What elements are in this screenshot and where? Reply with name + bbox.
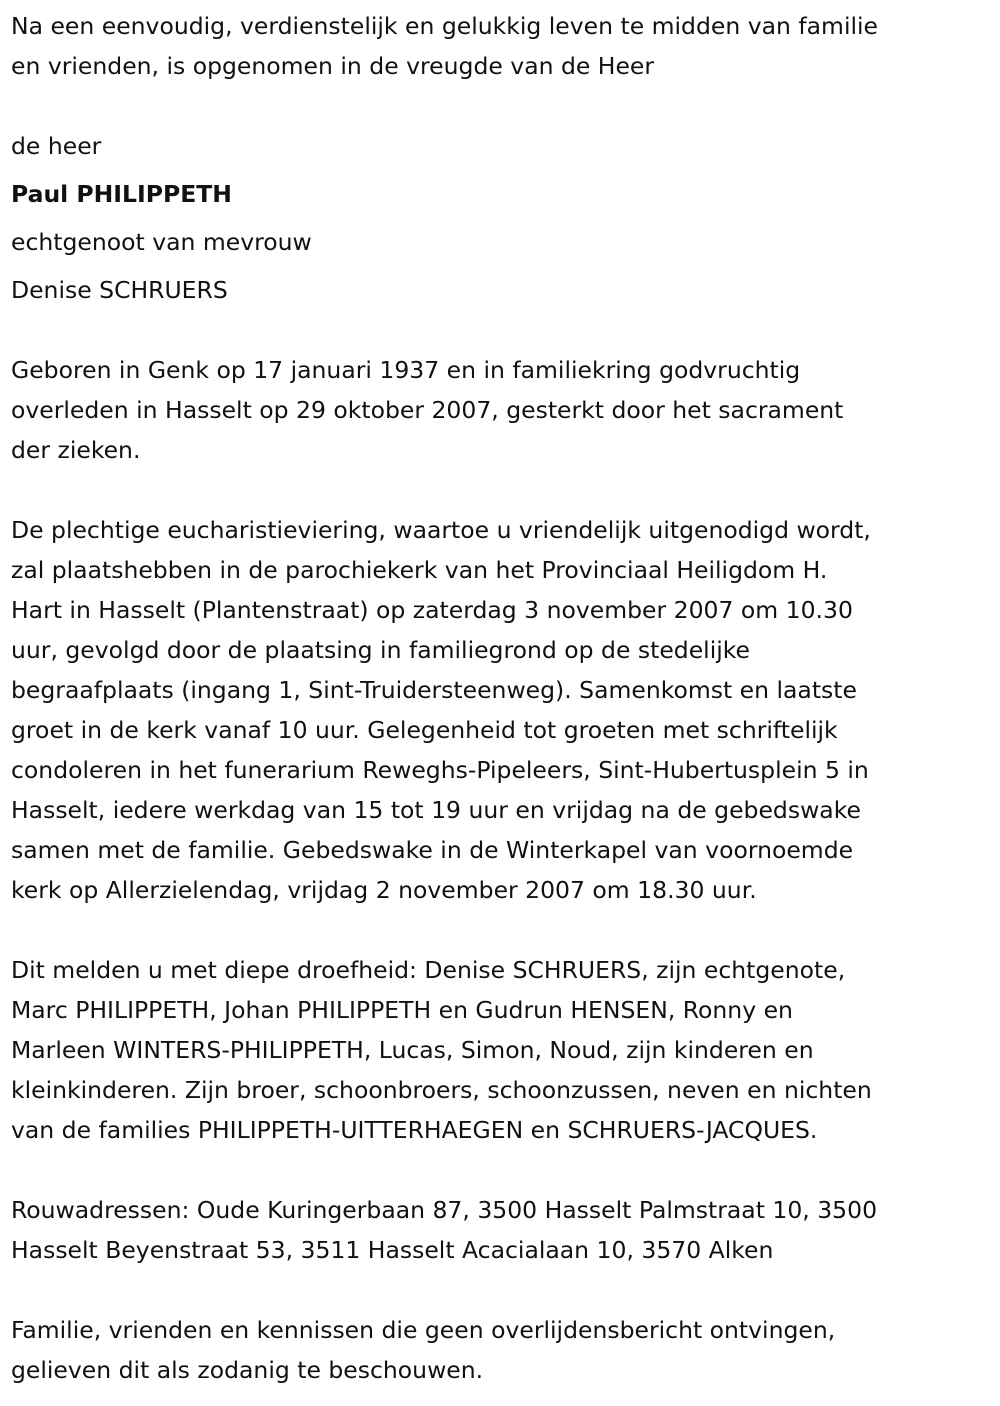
deceased-name: Paul PHILIPPETH [11,180,232,208]
spacer [11,1270,993,1310]
spacer [11,910,993,950]
intro-paragraph: Na een eenvoudig, verdienstelijk en gelukkig leven te midden van familie en vrienden, is opgenomen in de vreugde van de Heer [11,12,878,80]
spacer [11,470,993,510]
obituary-notice [11,6,993,1390]
salutation: de heer [11,132,102,160]
spacer [11,86,993,126]
spacer [11,310,993,350]
spouse-label: echtgenoot van mevrouw [11,228,312,256]
ceremony-paragraph: De plechtige eucharistieviering, waartoe u vriendelijk uitgenodigd wordt, zal plaatshebben in de parochiekerk van het Provinciaal Heiligdom H. Hart in Hasselt (Plantenstraat) op zaterdag 3 november 2007 om 10.30 uur, gevolgd door de plaatsing in familiegrond op de stedelijke begraafplaats (ingang 1, Sint-Truidersteenweg). Samenkomst en laatste groet in de kerk vanaf 10 uur. Gelegenheid tot groeten met schriftelijk condoleren in het funerarium Reweghs-Pipeleers, Sint-Hubertusplein 5 in Hasselt, iedere werkdag van 15 tot 19 uur en vrijdag na de gebedswake samen met de familie. Gebedswake in de Winterkapel van voornoemde kerk op Allerzielendag, vrijdag 2 november 2007 om 18.30 uur. [11,516,871,904]
family-paragraph: Dit melden u met diepe droefheid: Denise SCHRUERS, zijn echtgenote, Marc PHILIPPETH, Johan PHILIPPETH en Gudrun HENSEN, Ronny en Marleen WINTERS-PHILIPPETH, Lucas, Simon, Noud, zijn kinderen en kleinkinderen. Zijn broer, schoonbroers, schoonzussen, neven en nichten van de families PHILIPPETH-UITTERHAEGEN en SCHRUERS-JACQUES. [11,956,872,1144]
addresses-paragraph: Rouwadressen: Oude Kuringerbaan 87, 3500 Hasselt Palmstraat 10, 3500 Hasselt Beyenstraat 53, 3511 Hasselt Acacialaan 10, 3570 Alken [11,1196,878,1264]
closing-paragraph: Familie, vrienden en kennissen die geen overlijdensbericht ontvingen, gelieven dit als zodanig te beschouwen. [11,1316,836,1384]
birth-death-paragraph: Geboren in Genk op 17 januari 1937 en in familiekring godvruchtig overleden in Hasselt op 29 oktober 2007, gesterkt door het sacrament der zieken. [11,356,844,464]
spacer [11,1150,993,1190]
spouse-name: Denise SCHRUERS [11,276,228,304]
